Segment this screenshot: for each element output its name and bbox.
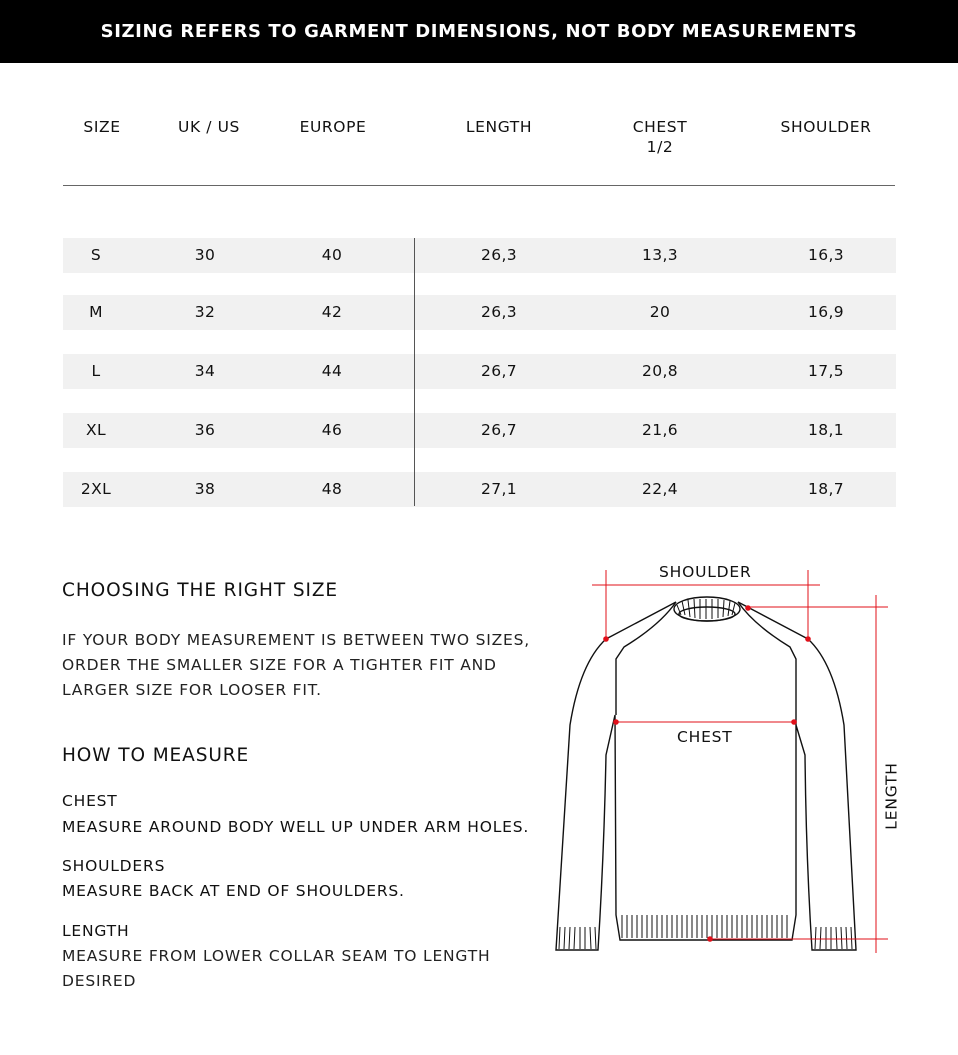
cell-length: 26,7 [480, 362, 518, 380]
header-length: LENGTH [465, 118, 533, 136]
shoulders-title: SHOULDERS [62, 857, 166, 875]
cell-shoulder: 18,1 [807, 421, 845, 439]
choosing-line: IF YOUR BODY MEASUREMENT IS BETWEEN TWO SIZES, [62, 631, 530, 649]
length-text [62, 944, 490, 994]
cell-uk-us: 32 [194, 303, 216, 321]
sweater-illustration [540, 555, 920, 975]
sweater-diagram [540, 555, 920, 975]
header-europe: EUROPE [299, 118, 367, 136]
cell-shoulder: 17,5 [807, 362, 845, 380]
header-uk-us: UK / US [178, 118, 240, 136]
cell-europe: 42 [321, 303, 343, 321]
cell-uk-us: 34 [194, 362, 216, 380]
header-chest: CHEST 1/2 [632, 118, 688, 156]
cell-size: XL [85, 421, 107, 439]
shoulder-label: SHOULDER [659, 563, 752, 581]
cell-chest: 22,4 [641, 480, 679, 498]
chest-label: CHEST [677, 728, 733, 746]
table-row [63, 354, 896, 389]
cell-length: 26,3 [480, 246, 518, 264]
choosing-line: LARGER SIZE FOR LOOSER FIT. [62, 681, 322, 699]
header-size: SIZE [83, 118, 121, 136]
sizing-banner: SIZING REFERS TO GARMENT DIMENSIONS, NOT BODY MEASUREMENTS [0, 0, 958, 63]
cell-length: 26,7 [480, 421, 518, 439]
choosing-title: CHOOSING THE RIGHT SIZE [62, 580, 338, 601]
cell-europe: 40 [321, 246, 343, 264]
choosing-text [62, 628, 530, 703]
shoulders-text: MEASURE BACK AT END OF SHOULDERS. [62, 882, 405, 900]
chest-title: CHEST [62, 792, 118, 810]
table-row [63, 472, 896, 507]
cell-chest: 21,6 [641, 421, 679, 439]
cell-uk-us: 30 [194, 246, 216, 264]
header-shoulder: SHOULDER [780, 118, 872, 136]
chest-text: MEASURE AROUND BODY WELL UP UNDER ARM HOLES. [62, 818, 530, 836]
cell-length: 26,3 [480, 303, 518, 321]
column-divider [414, 238, 415, 506]
cell-chest: 20,8 [641, 362, 679, 380]
cell-europe: 44 [321, 362, 343, 380]
cell-europe: 48 [321, 480, 343, 498]
cell-size: M [89, 303, 103, 321]
cell-shoulder: 18,7 [807, 480, 845, 498]
cell-shoulder: 16,3 [807, 246, 845, 264]
cell-chest: 20 [649, 303, 671, 321]
cell-uk-us: 36 [194, 421, 216, 439]
cell-size: S [90, 246, 102, 264]
table-row [63, 413, 896, 448]
header-divider [63, 185, 895, 186]
length-label: LENGTH [882, 762, 901, 830]
length-line: DESIRED [62, 972, 137, 990]
cell-size: L [91, 362, 101, 380]
cell-length: 27,1 [480, 480, 518, 498]
length-title: LENGTH [62, 922, 130, 940]
cell-uk-us: 38 [194, 480, 216, 498]
table-row [63, 295, 896, 330]
cell-chest: 13,3 [641, 246, 679, 264]
cell-size: 2XL [80, 480, 112, 498]
table-row [63, 238, 896, 273]
length-line: MEASURE FROM LOWER COLLAR SEAM TO LENGTH [62, 947, 491, 965]
choosing-line: ORDER THE SMALLER SIZE FOR A TIGHTER FIT AND [62, 656, 497, 674]
cell-europe: 46 [321, 421, 343, 439]
how-title: HOW TO MEASURE [62, 745, 250, 766]
cell-shoulder: 16,9 [807, 303, 845, 321]
